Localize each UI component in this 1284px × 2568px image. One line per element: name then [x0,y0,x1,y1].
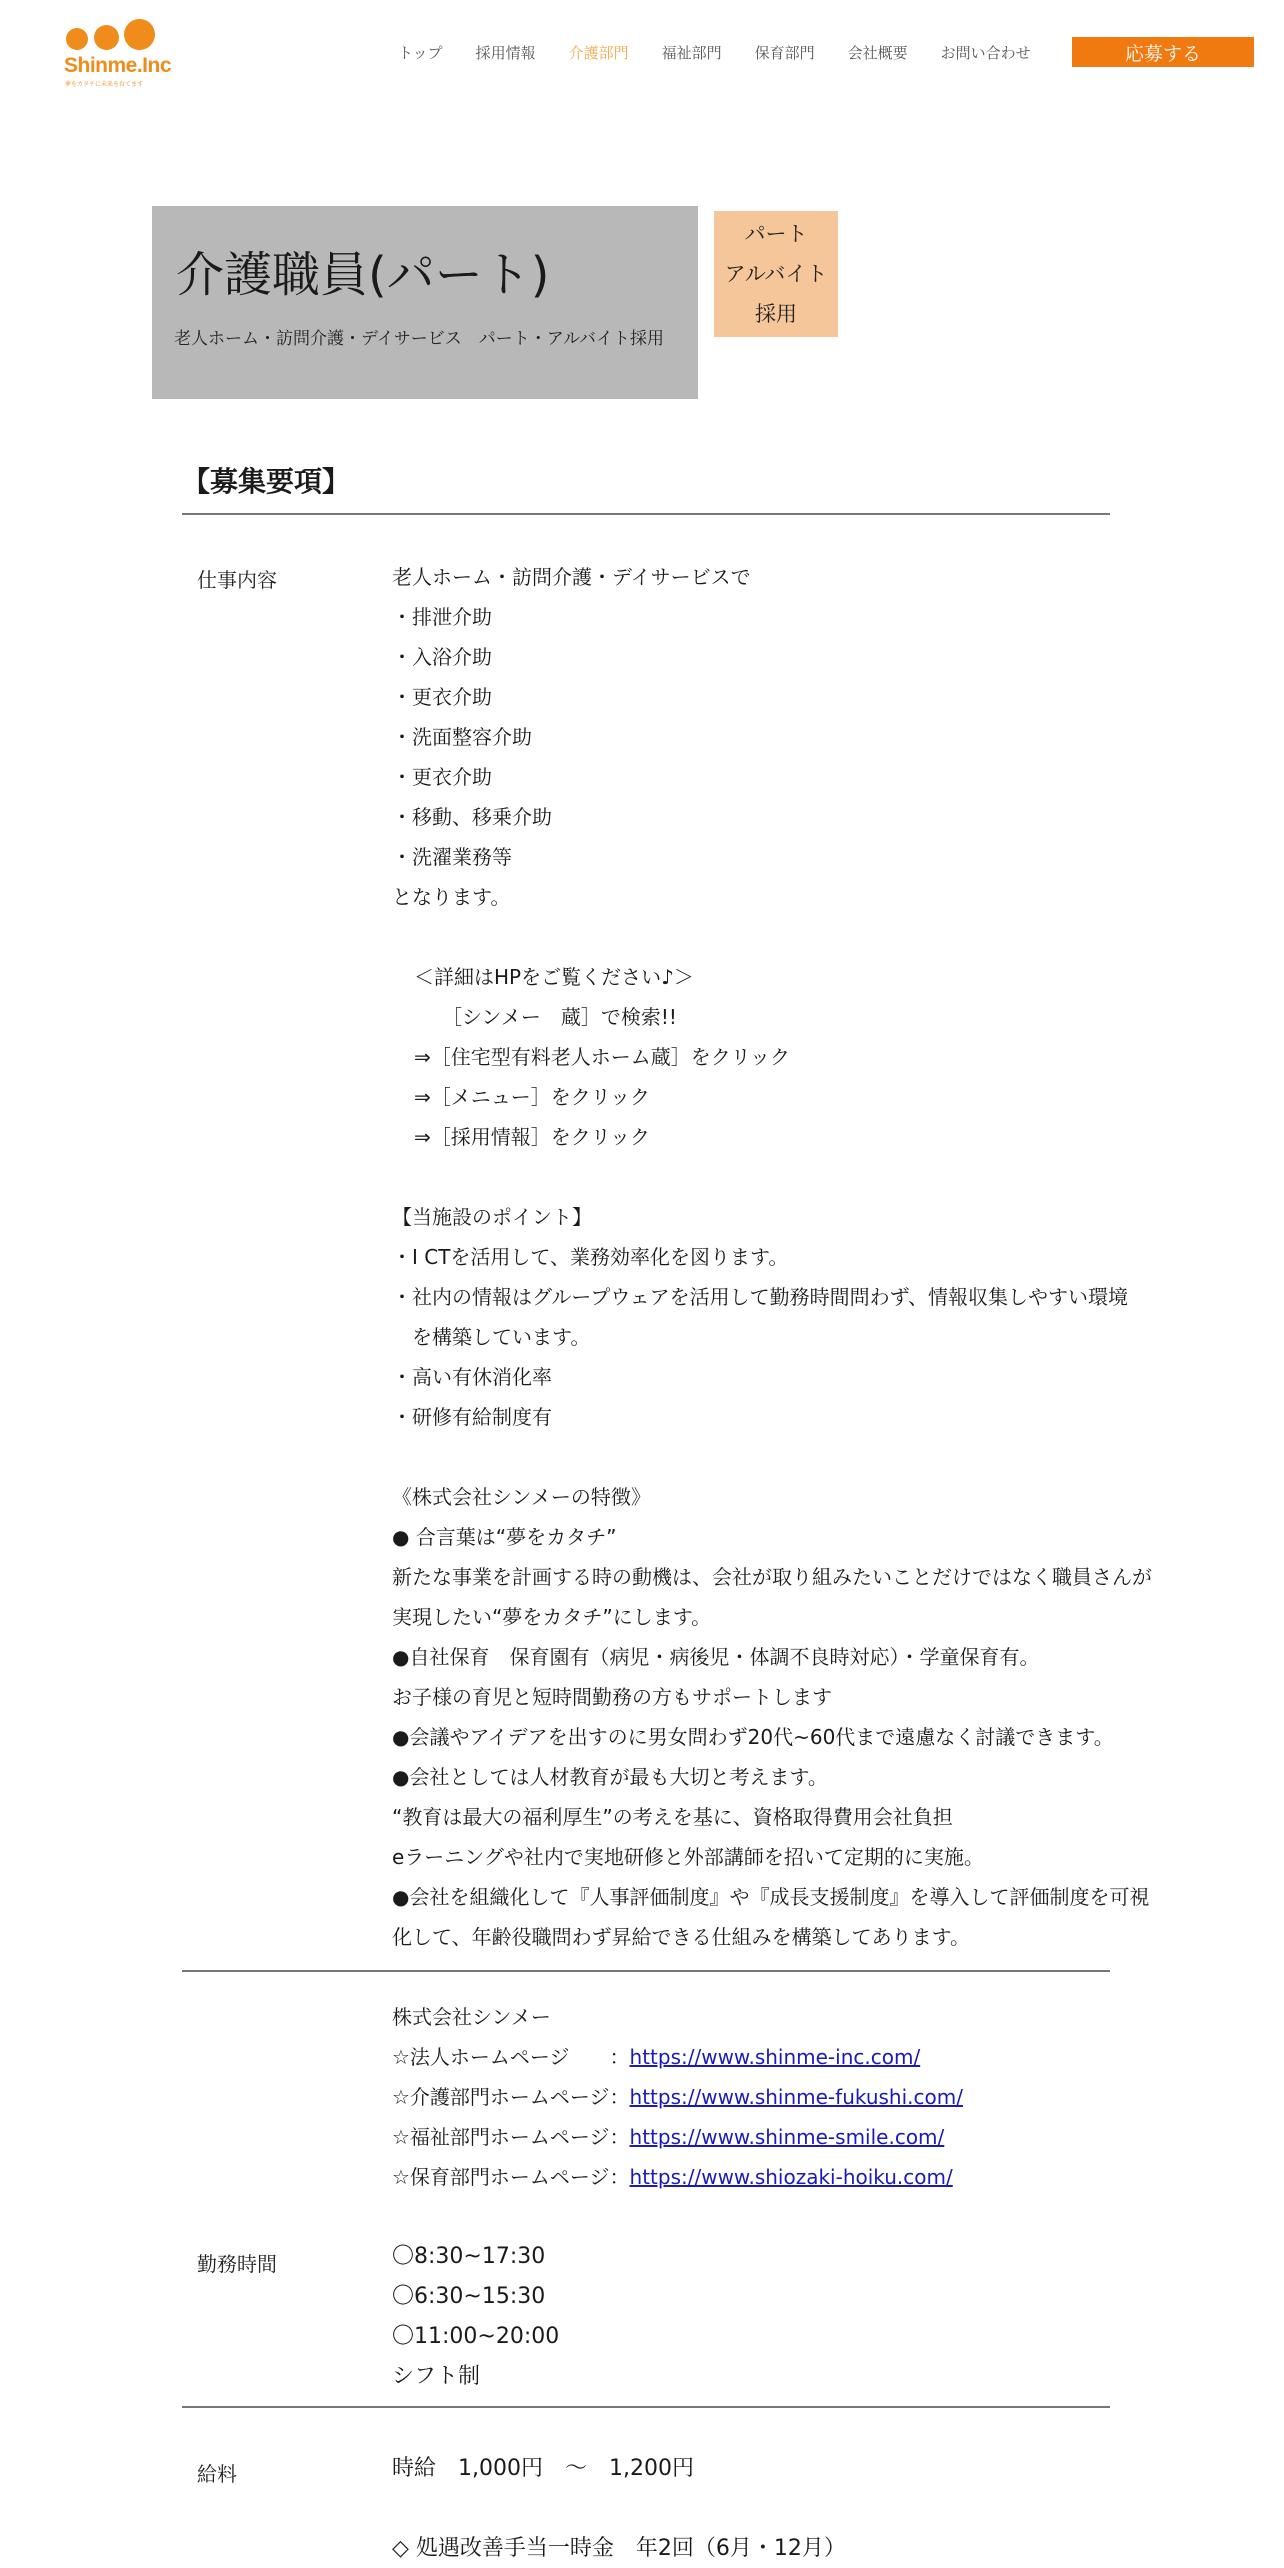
section-title: 【募集要項】 [182,465,351,498]
salary-label: 給料 [197,2462,237,2486]
logo-dot-large [124,19,155,50]
list-item: ⇒［採用情報］をクリック [414,1125,650,1149]
list-item: ・排泄介助 [392,605,492,629]
apply-button[interactable]: 応募する [1072,37,1254,67]
link-label: ☆保育部門ホームページ： [392,2165,630,2189]
divider [182,2406,1110,2408]
text-line: 実現したい“夢をカタチ”にします。 [392,1605,712,1629]
nav-item-care[interactable]: 介護部門 [568,43,629,62]
bonus-text: ◇ 処遇改善手当一時金 年2回（6月・12月） [392,2536,846,2561]
site-header [0,0,1284,100]
logo-dot-small [66,28,88,50]
brand-name: Shinme.Inc [64,54,172,77]
logo-dot-medium [94,25,119,50]
childcare-homepage-link[interactable]: https://www.shiozaki-hoiku.com/ [629,2165,953,2189]
text-line: 老人ホーム・訪問介護・デイサービスで [392,565,751,589]
employment-type-badge [714,211,838,337]
job-description [392,557,1172,1957]
page-subtitle: 老人ホーム・訪問介護・デイサービス パート・アルバイト採用 [174,329,664,349]
text-line: ● 合言葉は“夢をカタチ” [392,1525,617,1549]
nav-item-recruit[interactable]: 採用情報 [475,43,536,62]
text-line: となります。 [392,885,511,909]
list-item: ・洗面整容介助 [392,725,532,749]
work-hours [392,2237,1172,2397]
text-line: ［シンメー 蔵］で検索!! [442,1005,677,1029]
list-item: ・社内の情報はグループウェアを活用して勤務時間問わず、情報収集しやすい環境 [392,1285,1128,1309]
page-title: 介護職員(パート) [176,247,550,303]
company-info [392,1997,1172,2197]
list-item: を構築しています。 [412,1325,591,1349]
badge-line: アルバイト [724,262,828,286]
text-line: ●会社を組織化して『人事評価制度』や『成長支援制度』を導入して評価制度を可視 [392,1885,1150,1909]
text-line: ●会社としては人材教育が最も大切と考えます。 [392,1765,828,1789]
link-label: ☆法人ホームページ ： [392,2045,630,2069]
nav-item-contact[interactable]: お問い合わせ [940,43,1031,62]
link-row [392,2157,1172,2197]
list-item: ・洗濯業務等 [392,845,512,869]
list-item: ・研修有給制度有 [392,1405,552,1429]
link-row [392,2037,1172,2077]
text-line: 新たな事業を計画する時の動機は、会社が取り組みたいことだけではなく職員さんが [392,1565,1152,1589]
nav-item-top[interactable]: トップ [398,43,443,62]
list-item: ⇒［メニュー］をクリック [414,1085,650,1109]
list-item: ⇒［住宅型有料老人ホーム蔵］をクリック [414,1045,790,1069]
brand-tagline: 夢をカタチに未来を育てます [65,81,144,88]
text-line: ＜詳細はHPをご覧ください♪＞ [414,965,694,989]
welfare-homepage-link[interactable]: https://www.shinme-smile.com/ [629,2125,945,2149]
company-name: 株式会社シンメー [392,2005,551,2029]
care-homepage-link[interactable]: https://www.shinme-fukushi.com/ [629,2085,963,2109]
link-row [392,2117,1172,2157]
text-line: 《株式会社シンメーの特徴》 [392,1485,651,1509]
badge-line: 採用 [755,302,797,326]
text-line: 化して、年齢役職問わず昇給できる仕組みを構築してあります。 [392,1925,970,1949]
nav-item-childcare[interactable]: 保育部門 [754,43,815,62]
list-item: 〇8:30~17:30 [392,2244,546,2269]
list-item: 〇11:00~20:00 [392,2324,560,2349]
text-line: eラーニングや社内で実地研修と外部講師を招いて定期的に実施。 [392,1845,984,1869]
link-row [392,2077,1172,2117]
hero-banner [152,206,698,399]
text-line: 【当施設のポイント】 [392,1205,592,1229]
text-line: お子様の育児と短時間勤務の方もサポートします [392,1685,832,1709]
list-item: 〇6:30~15:30 [392,2284,546,2309]
divider [182,1970,1110,1972]
salary-info [392,2449,1172,2568]
list-item: ・I CTを活用して、業務効率化を図ります。 [392,1245,789,1269]
nav-item-welfare[interactable]: 福祉部門 [661,43,722,62]
corporate-homepage-link[interactable]: https://www.shinme-inc.com/ [629,2045,921,2069]
list-item: ・入浴介助 [392,645,492,669]
wage-text: 時給 1,000円 ～ 1,200円 [392,2456,694,2481]
text-line: “教育は最大の福利厚生”の考えを基に、資格取得費用会社負担 [392,1805,953,1829]
main-nav [398,40,1064,64]
link-label: ☆介護部門ホームページ： [392,2085,630,2109]
brand-logo[interactable] [62,16,172,86]
badge-line: パート [744,222,808,246]
work-hours-label: 勤務時間 [197,2252,277,2276]
nav-item-company[interactable]: 会社概要 [847,43,908,62]
list-item: ・更衣介助 [392,685,492,709]
list-item: シフト制 [392,2364,481,2389]
divider [182,513,1110,515]
link-label: ☆福祉部門ホームページ： [392,2125,630,2149]
list-item: ・移動、移乗介助 [392,805,552,829]
text-line: ●会議やアイデアを出すのに男女問わず20代~60代まで遠慮なく討議できます。 [392,1725,1114,1749]
text-line: ●自社保育 保育園有（病児・病後児・体調不良時対応）・学童保育有。 [392,1645,1040,1669]
job-description-label: 仕事内容 [197,568,277,592]
list-item: ・更衣介助 [392,765,492,789]
list-item: ・高い有休消化率 [392,1365,552,1389]
